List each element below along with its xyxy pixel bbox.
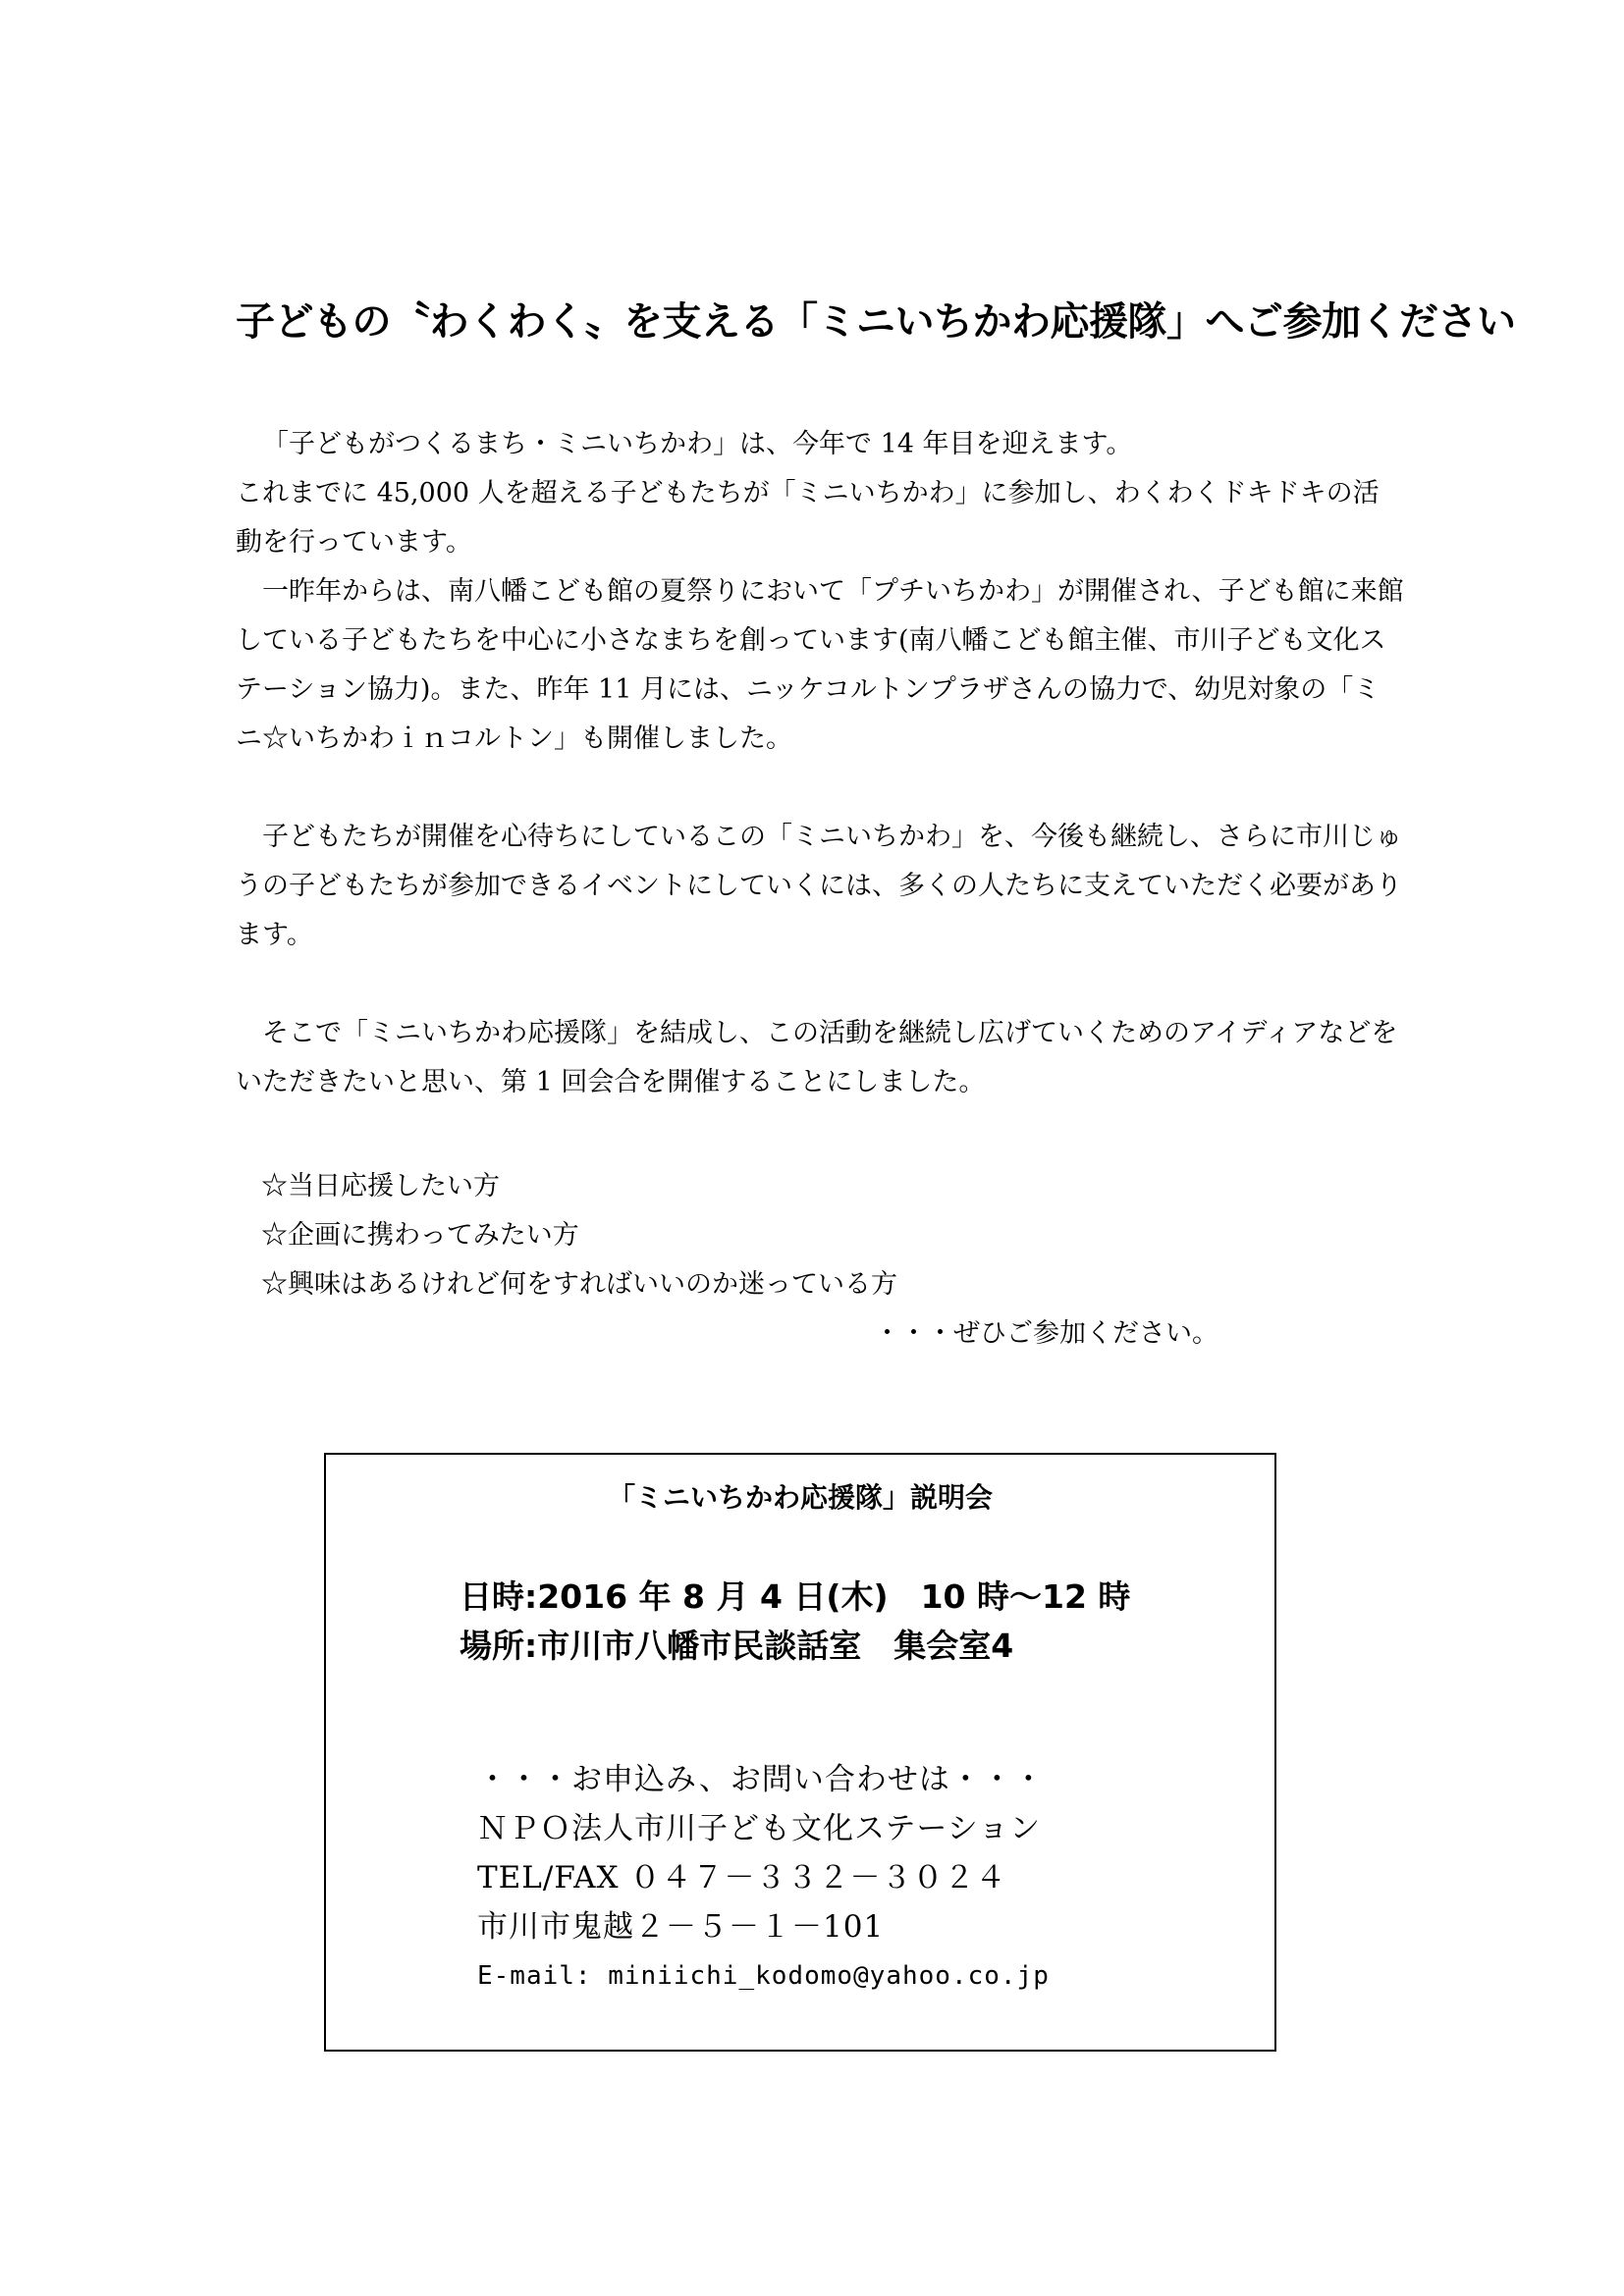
list-item: ☆当日応援したい方	[261, 1171, 500, 1201]
paragraph-meeting: そこで「ミニいちかわ応援隊」を結成し、この活動を継続し広げていくためのアイディアなどをいただきたいと思い、第 1 回会合を開催することにしました。	[236, 1018, 1398, 1097]
paragraph-support: 子どもたちが開催を心待ちにしているこの「ミニいちかわ」を、今後も継続し、さらに市川じゅうの子どもたちが参加できるイベントにしていくには、多くの人たちに支えていただく必要があります。	[236, 822, 1402, 950]
contact-details	[477, 1755, 1050, 2001]
list-item: ☆企画に携わってみたい方	[261, 1220, 579, 1251]
list-item: ☆興味はあるけれど何をすればいいのか迷っている方	[261, 1269, 897, 1300]
paragraph-intro: 「子どもがつくるまち・ミニいちかわ」は、今年で 14 年目を迎えます。	[262, 429, 1133, 459]
paragraph-gap	[236, 960, 1404, 1009]
contact-phone: TEL/FAX ０４７－３３２－３０２４	[477, 1860, 1007, 1896]
body-text	[236, 420, 1404, 1107]
event-details	[460, 1573, 1130, 1671]
closing-text: ・・・ぜひご参加ください。	[874, 1318, 1218, 1349]
contact-email: E-mail: miniichi_kodomo@yahoo.co.jp	[477, 1961, 1050, 1991]
contact-organization: ＮＰＯ法人市川子ども文化ステーション	[477, 1811, 1042, 1846]
paragraph-events: 一昨年からは、南八幡こども館の夏祭りにおいて「プチいちかわ」が開催され、子ども館に来館している子どもたちを中心に小さなまちを創っています(南八幡こども館主催、市川子ども文化ステーション協力)。また、昨年 11 月には、ニッケコルトンプラザさんの協力で、幼児対象の「ミニ☆いちかわｉｎコルトン」も開催しました。	[236, 576, 1404, 754]
contact-lead: ・・・お申込み、お問い合わせは・・・	[477, 1762, 1045, 1797]
page-title: 子どもの〝わくわく〟を支える「ミニいちかわ応援隊」へご参加ください	[236, 299, 1516, 345]
target-list	[261, 1162, 1341, 1309]
event-date: 日時:2016 年 8 月 4 日(木) 10 時～12 時	[460, 1577, 1131, 1616]
paragraph-participants: これまでに 45,000 人を超える子どもたちが「ミニいちかわ」に参加し、わくわくドキドキの活動を行っています。	[236, 478, 1380, 558]
info-box	[324, 1453, 1276, 2052]
paragraph-gap	[236, 764, 1404, 813]
info-box-title: 「ミニいちかわ応援隊」説明会	[607, 1481, 993, 1514]
contact-address: 市川市鬼越２－５－１－101	[477, 1909, 885, 1945]
event-place: 場所:市川市八幡市民談話室 集会室4	[460, 1627, 1014, 1665]
